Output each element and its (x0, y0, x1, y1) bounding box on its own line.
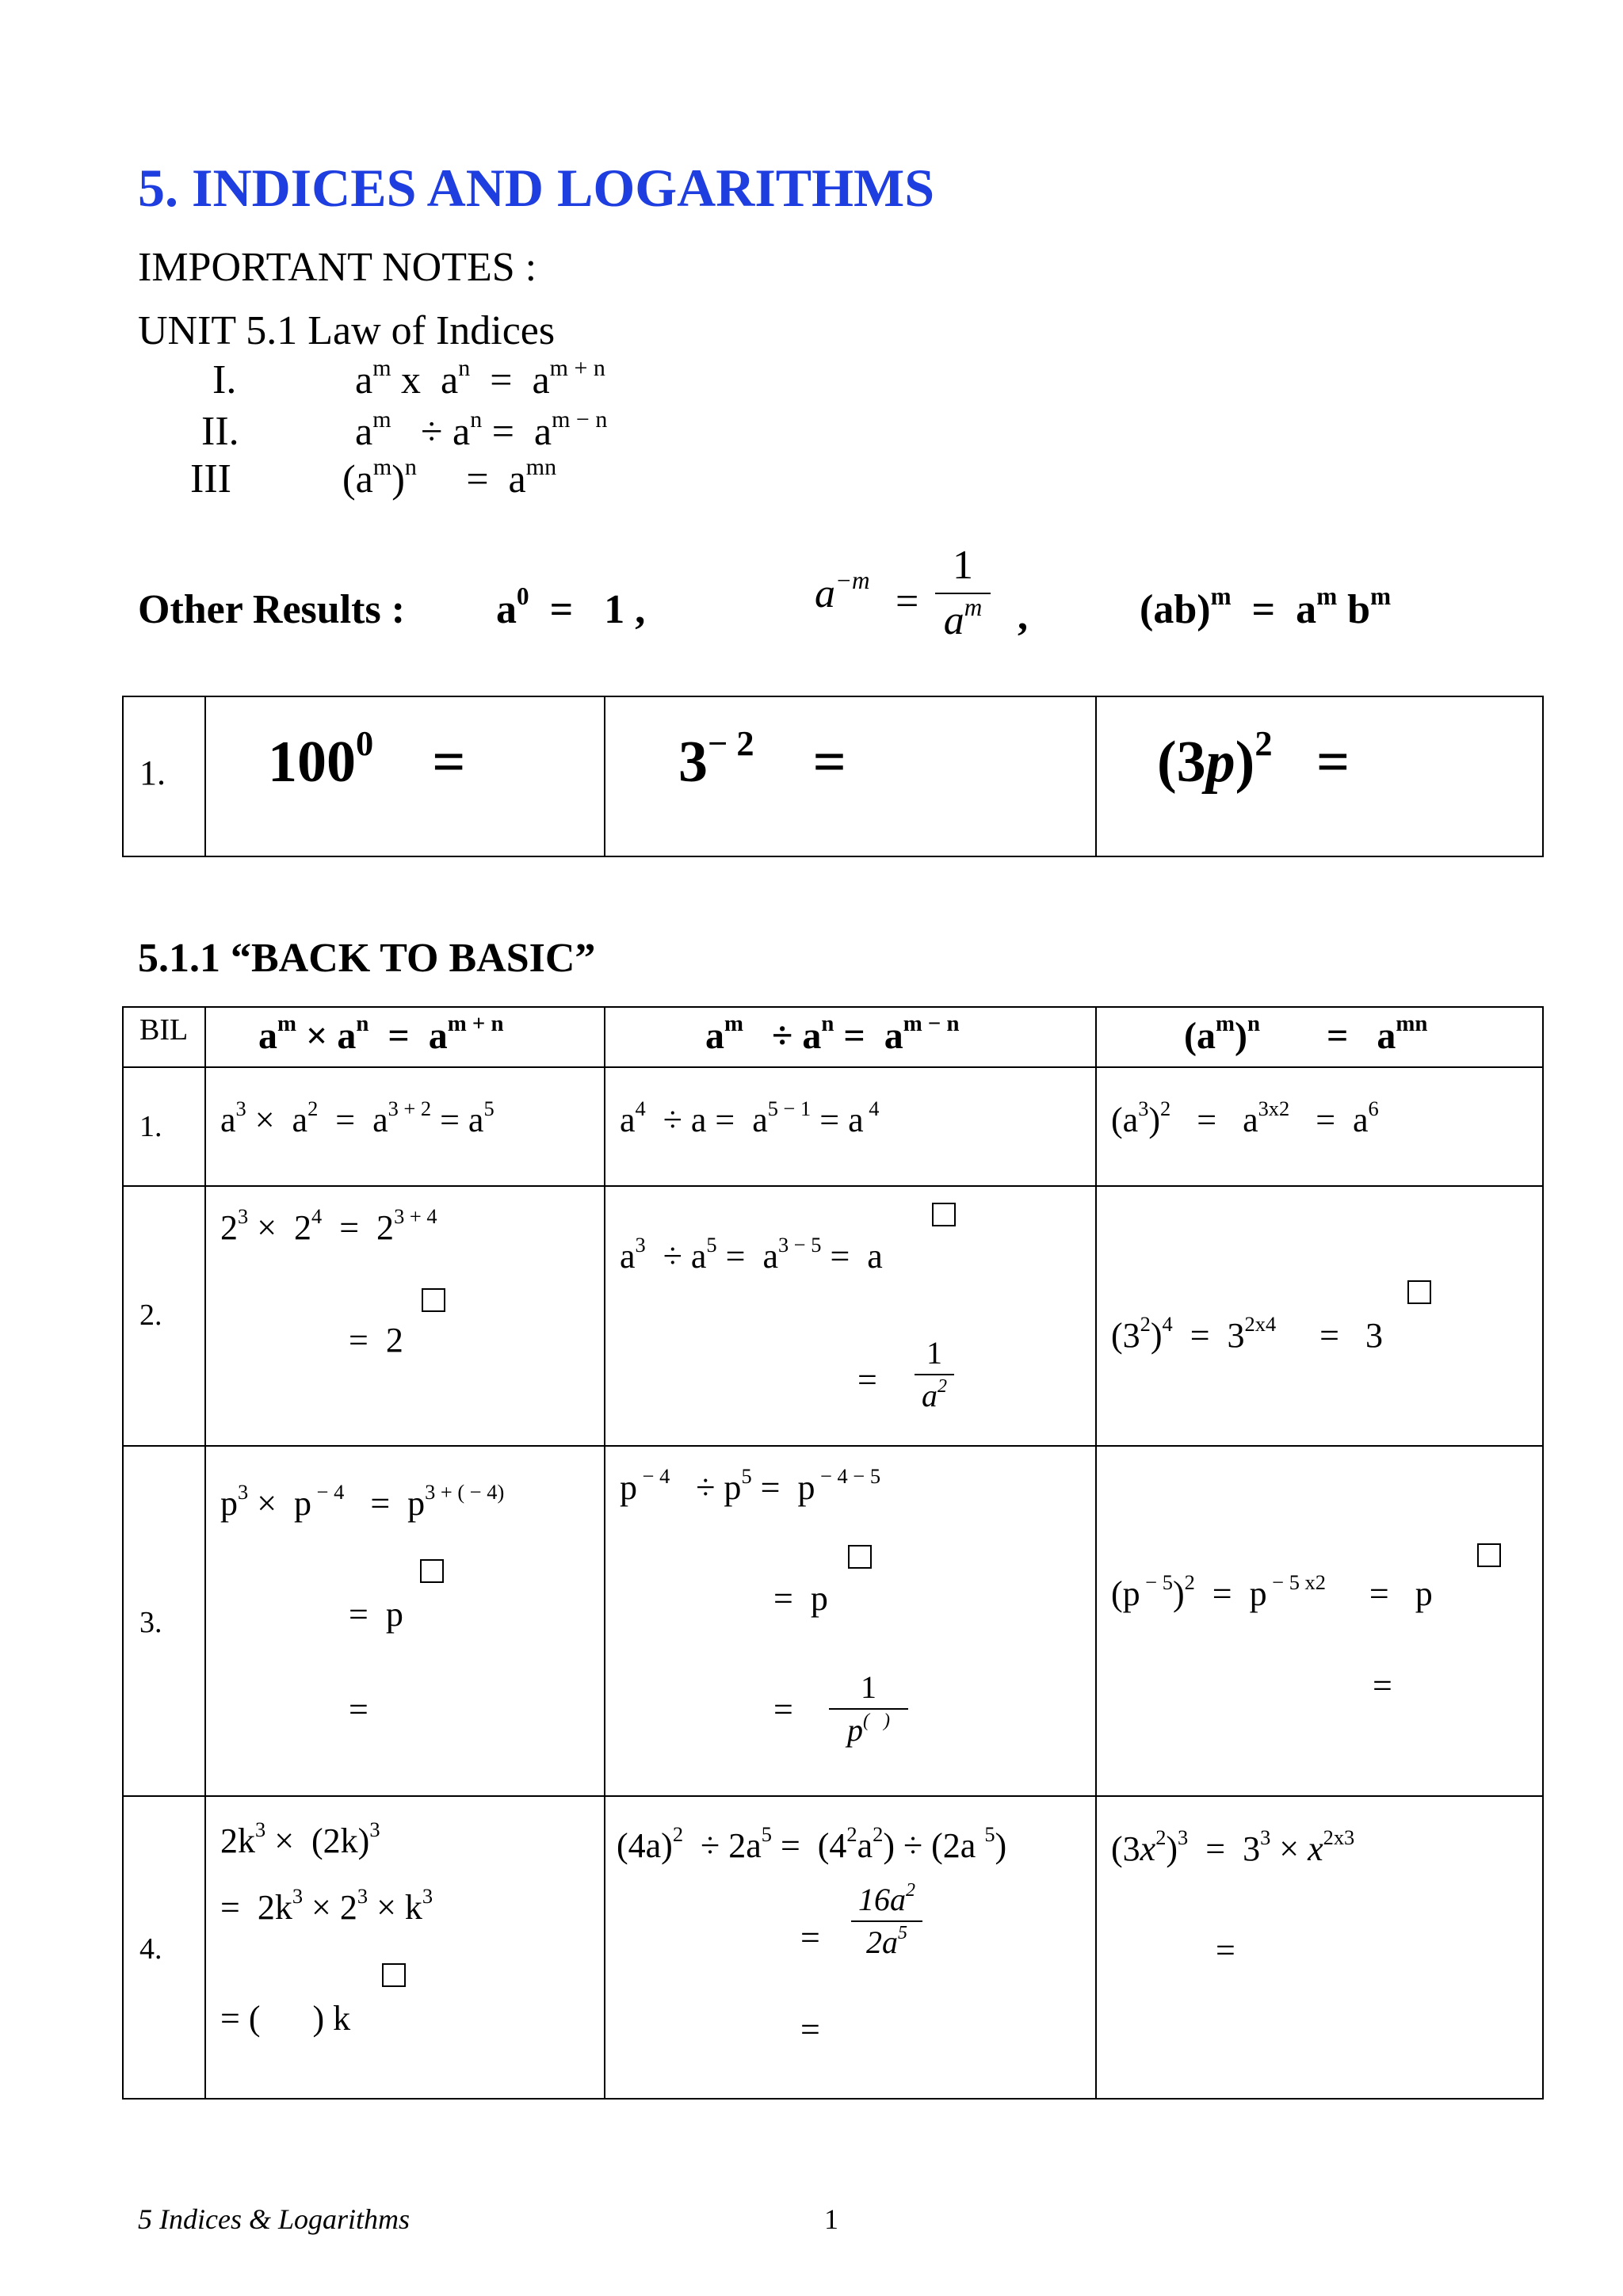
row-1-law-2 (605, 1067, 1096, 1186)
fraction-denominator: p( ) (847, 1711, 890, 1748)
row-4-law-3-step-1: $(3x^2)^3 = 3^3 \times x^{2x3}$ (1111, 1825, 1355, 1868)
q1-expression-c: $(3p)^2$ = (1157, 723, 1350, 795)
other-results-label: Other Results : (138, 587, 406, 632)
page-title: 5. INDICES AND LOGARITHMS (138, 158, 935, 218)
q1-number-cell (123, 696, 205, 856)
answer-box[interactable] (848, 1545, 872, 1569)
row-3-law-2-fraction (829, 1669, 908, 1748)
fraction-denominator: $2a^5$ (866, 1923, 907, 1960)
row-2-law-1-step-2: = 2 (349, 1321, 403, 1360)
row-3-law-3-step-2: = (1373, 1666, 1392, 1705)
row-1-law-1-expression: $a^3 \times a^2 = a^{3 + 2} = a^5$ (220, 1097, 495, 1139)
row-3-law-1-step-1: $p^3 \times p$ $^{- 4} = p^{3 + ( - 4)}$ (220, 1480, 505, 1523)
product-power-rule: $(ab)^m = a^m$ $b^m$ (1140, 582, 1392, 632)
row-3-law-1 (205, 1446, 605, 1796)
q1-part-c (1096, 696, 1543, 856)
row-3-law-2-step-2: = p (773, 1579, 828, 1618)
row-2-law-2-fraction (915, 1337, 954, 1412)
row-1-law-3-expression: $(a^3)^2 = a^{3x2} = a^6$ (1111, 1097, 1379, 1139)
header-law-1 (205, 1007, 605, 1067)
row-2-law-1-step-1: $2^3 \times 2^4 = 2^{3 + 4}$ (220, 1204, 437, 1247)
row-4-law-3 (1096, 1796, 1543, 2099)
row-2-law-2-step-1: $a^3 \div a^5 = a^{3 - 5} = a$ (620, 1233, 883, 1276)
row-number: 1. (139, 1110, 162, 1143)
row-4-law-1 (205, 1796, 605, 2099)
row-2-law-3 (1096, 1186, 1543, 1446)
row-2-law-2 (605, 1186, 1096, 1446)
bil-header: BIL (139, 1013, 189, 1047)
row-3-law-3-step-1: (p $^{- 5}$)$^2$ = p $^{- 5 x2}$ = p (1111, 1570, 1433, 1613)
row-1-law-3 (1096, 1067, 1543, 1186)
row-2-law-3-expression: $(3^2)^4 = 3^{2x4}$ = 3 (1111, 1312, 1383, 1355)
fraction-denominator: $a^m$ (943, 593, 983, 643)
q1-expression-b: $3^{- 2}$ = (678, 723, 846, 795)
q1-number: 1. (139, 753, 166, 792)
answer-box[interactable] (382, 1963, 406, 1987)
row-3-law-1-step-3: = (349, 1690, 369, 1729)
answer-box[interactable] (420, 1559, 444, 1583)
fraction-numerator: 1 (953, 543, 973, 588)
answer-box[interactable] (1477, 1543, 1501, 1567)
q1-part-b (605, 696, 1096, 856)
header-law-1-formula: $a^m \times a^n = a^{m + n}$ (258, 1011, 504, 1057)
row-4-law-3-step-2: = (1216, 1931, 1235, 1970)
fraction-bar (935, 593, 991, 594)
back-to-basic-table (122, 1006, 1544, 2100)
negative-index-fraction (935, 545, 991, 642)
answer-box[interactable] (422, 1288, 445, 1312)
row-number: 3. (139, 1606, 162, 1639)
header-law-2 (605, 1007, 1096, 1067)
comma-separator: , (1018, 593, 1028, 639)
law-3-formula: $(a^m)^n$ = $a^{mn}$ (342, 453, 557, 501)
zero-index-rule: $a^0 = 1$ , (496, 582, 646, 632)
law-number-3: III (190, 456, 231, 502)
header-law-3-formula: $(a^m)^n$ = $a^{mn}$ (1184, 1011, 1428, 1057)
row-4-law-2-step-3: = (800, 2010, 820, 2049)
row-2-law-2-equals: = (857, 1360, 877, 1399)
row-3-law-3 (1096, 1446, 1543, 1796)
row-2-number-cell (123, 1186, 205, 1446)
unit-heading: UNIT 5.1 Law of Indices (138, 308, 556, 353)
row-number: 4. (139, 1932, 162, 1966)
header-law-2-formula: $a^m \div a^n = a^{m - n}$ (705, 1011, 960, 1057)
important-notes-heading: IMPORTANT NOTES : (138, 245, 537, 290)
fraction-bar (829, 1708, 908, 1710)
fraction-numerator: 1 (926, 1335, 942, 1371)
row-2-law-1 (205, 1186, 605, 1446)
row-4-law-1-step-3: = ( ) k (220, 1999, 351, 2038)
row-3-law-2 (605, 1446, 1096, 1796)
row-4-law-2 (605, 1796, 1096, 2099)
question-1-table (122, 696, 1544, 857)
answer-box[interactable] (1407, 1280, 1431, 1304)
footer-title: 5 Indices & Logarithms (138, 2203, 411, 2235)
row-4-number-cell (123, 1796, 205, 2099)
row-3-law-1-step-2: = p (349, 1595, 403, 1634)
law-2-formula: $a^m \div a^n = a^{m - n}$ (355, 406, 608, 453)
answer-box[interactable] (932, 1203, 956, 1226)
q1-expression-a: $100^0$ = (268, 723, 466, 795)
header-bil-cell (123, 1007, 205, 1067)
q1-part-a (205, 696, 605, 856)
law-1-formula: $a^m$ x $a^n = a^{m + n}$ (355, 354, 605, 402)
fraction-bar (915, 1374, 954, 1375)
row-1-number-cell (123, 1067, 205, 1186)
row-4-law-2-fraction (851, 1880, 922, 1960)
fraction-bar (851, 1920, 922, 1922)
law-number-1: I. (212, 357, 237, 402)
fraction-numerator: 1 (861, 1669, 876, 1705)
row-4-law-1-step-2: = $2k^3 \times 2^3 \times k^3$ (220, 1884, 433, 1927)
row-1-law-2-expression: $a^4 \div a = a^{5 - 1} = a$ $^4$ (620, 1097, 880, 1139)
row-number: 2. (139, 1299, 162, 1332)
page-number: 1 (824, 2203, 838, 2235)
section-heading: 5.1.1 “BACK TO BASIC” (138, 936, 596, 981)
row-1-law-1 (205, 1067, 605, 1186)
fraction-denominator: $a^2$ (922, 1376, 947, 1413)
row-4-law-2-equals: = (800, 1918, 820, 1957)
row-4-law-2-step-1: $(4a)^2 \div 2a^5 = (4^2a^2) \div (2a$ $^5$) (617, 1822, 1007, 1865)
row-3-number-cell (123, 1446, 205, 1796)
row-4-law-1-step-1: $2k^3 \times (2k)^3$ (220, 1817, 380, 1860)
row-3-law-2-equals: = (773, 1690, 793, 1729)
zero-index-result: 1 , (604, 587, 646, 632)
negative-index-equals: = (896, 579, 919, 624)
header-law-3 (1096, 1007, 1543, 1067)
negative-index-lhs: $a^{-m}$ (815, 566, 870, 616)
row-3-law-2-step-1: p $^{- 4} \div p^5 = p$ $^{- 4 - 5}$ (620, 1464, 881, 1507)
fraction-numerator: $16a^2$ (858, 1880, 915, 1917)
law-number-2: II. (201, 409, 239, 454)
